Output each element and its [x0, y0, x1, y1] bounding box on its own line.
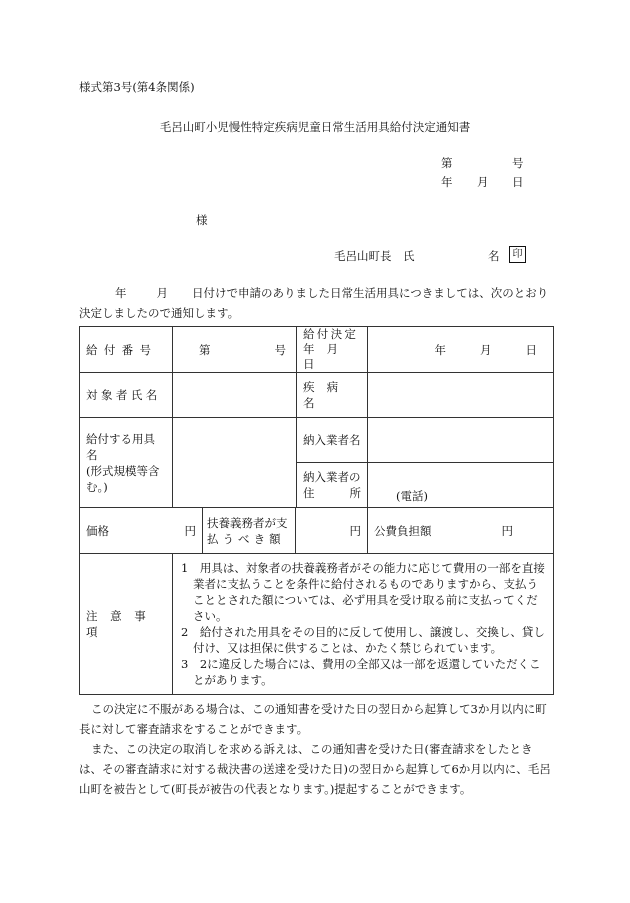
date-year: 年 [441, 175, 453, 189]
item-cell [173, 418, 297, 508]
issuer-name-char: 名 [488, 249, 500, 263]
vendor-name-label: 納入業者名 [297, 418, 368, 463]
row-item-vendor [80, 418, 554, 463]
issuer-title: 毛呂山町長 氏 [334, 249, 415, 263]
grant-number-suffix: 号 [274, 342, 286, 357]
guardian-yen: 円 [349, 523, 361, 538]
decision-date-day: 日 [525, 342, 537, 357]
form-number-label: 様式第3号(第4条関係) [79, 80, 195, 94]
intro-paragraph [79, 283, 553, 323]
intro-text: 日付けで申請のありました日常生活用具につきましては、次のとおり決定しましたので通知します。 [79, 286, 549, 320]
document-title: 毛呂山町小児慢性特定疾病児童日常生活用具給付決定通知書 [159, 120, 471, 134]
note-item: 3 2に違反した場合には、費用の全部又は一部を返還していただくことがあります。 [181, 657, 541, 687]
date-month: 月 [477, 175, 489, 189]
guardian-amount-cell [203, 508, 368, 554]
subject-name-label: 対象者氏名 [80, 373, 173, 418]
lawsuit-notice: また、この決定の取消しを求める訴えは、この通知書を受けた日(審査請求をしたときは、その審査請求に対する裁決書の送達を受けた日)の翌日から起算して6か月以内に、毛呂山町を被告として(町長が被告の代表となります。)提起することができます。 [79, 742, 551, 796]
decision-date-month: 月 [480, 342, 492, 357]
note-item: 2 給付された用具をその目的に反して使用し、譲渡し、交換し、貸し付け、又は担保に供することは、かたく禁じられています。 [181, 625, 545, 655]
notes-cell [173, 554, 554, 695]
item-label: 給付する用具名 (形式規模等含む。) [80, 418, 173, 508]
disease-label: 疾病名 [297, 373, 368, 418]
decision-date-label: 給付決定 年月日 [297, 327, 368, 373]
subject-name-cell [173, 373, 297, 418]
public-amount-cell [368, 508, 554, 554]
public-amount-label: 公費負担額 [374, 523, 432, 538]
public-yen: 円 [501, 523, 513, 538]
vendor-address-cell [368, 463, 554, 508]
row-notes [80, 554, 554, 695]
guardian-amount-label: 扶養義務者が支 払うべき額 [203, 508, 296, 553]
seal-mark: 印 [509, 246, 526, 263]
notes-label: 注意事項 [80, 554, 173, 695]
intro-month: 月 [156, 286, 168, 300]
grant-number-label: 給付番号 [80, 327, 173, 373]
disease-cell [368, 373, 554, 418]
decision-date-year: 年 [434, 342, 446, 357]
decision-date-cell [368, 327, 554, 373]
price-cell [80, 508, 203, 554]
note-item: 1 用具は、対象者の扶養義務者がその能力に応じて費用の一部を直接業者に支払うことを条件に給付されるものでありますから、支払うこととされた額については、必ず用具を受け取る前に支払ってください。 [181, 561, 545, 623]
vendor-name-cell [368, 418, 554, 463]
row-grant-number [80, 327, 554, 373]
number-suffix: 号 [512, 156, 524, 170]
grant-number-prefix: 第 [199, 342, 211, 357]
appeal-notice: この決定に不服がある場合は、この通知書を受けた日の翌日から起算して3か月以内に町長に対して審査請求をすることができます。 [79, 702, 547, 736]
date-day: 日 [512, 175, 524, 189]
vendor-address-label: 納入業者の 住 所 [297, 463, 368, 508]
price-label: 価格 [86, 523, 109, 538]
intro-year: 年 [115, 286, 127, 300]
row-subject [80, 373, 554, 418]
price-yen: 円 [184, 523, 196, 538]
issuer-block [334, 248, 534, 264]
phone-label: (電話) [396, 489, 428, 503]
addressee-suffix: 様 [196, 213, 208, 227]
number-prefix: 第 [441, 156, 453, 170]
row-amounts [80, 508, 554, 554]
decision-form-table [79, 326, 554, 695]
grant-number-cell [173, 327, 297, 373]
